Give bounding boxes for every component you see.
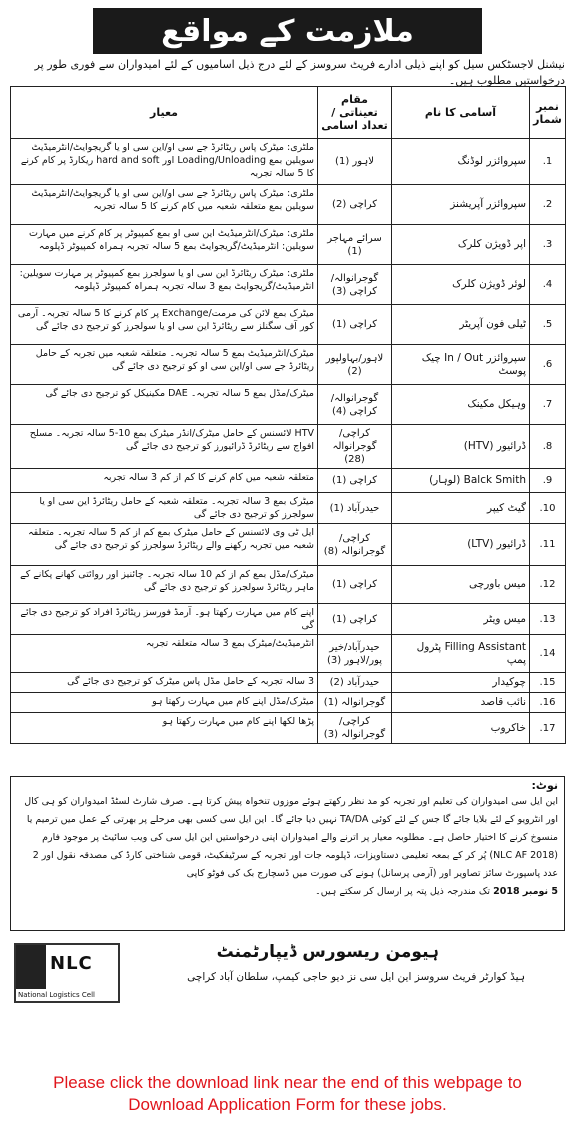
notice-line-2: Download Application Form for these jobs. xyxy=(128,1095,447,1114)
cell-sn: 14. xyxy=(530,635,566,673)
cell-post: اپر ڈویژن کلرک xyxy=(392,225,530,265)
cell-sn: 6. xyxy=(530,345,566,385)
cell-criteria: ملٹری: میٹرک پاس ریٹائرڈ جے سی او/این سی او یا گریجوایٹ/انٹرمیڈیٹ سویلین بمع متعلقہ شعبہ میں کام کرنے کا 5 سالہ تجربہ xyxy=(11,185,318,225)
table-row xyxy=(11,713,566,744)
cell-sn: 3. xyxy=(530,225,566,265)
table-row xyxy=(11,185,566,225)
cell-criteria: 3 سالہ تجربہ کے حامل مڈل پاس میٹرک کو ترجیح دی جائے گی xyxy=(11,673,318,693)
footer xyxy=(10,937,565,1047)
cell-location: کراچی (1) xyxy=(318,305,392,345)
table-row xyxy=(11,566,566,604)
cell-criteria: ایل ٹی وی لائسنس کے حامل میٹرک بمع کم از کم 5 سالہ تجربہ۔ متعلقہ شعبہ میں تجربہ رکھنے والے ریٹائرڈ سولجرز کو ترجیح دی جائے گی xyxy=(11,524,318,566)
cell-sn: 13. xyxy=(530,604,566,635)
table-row xyxy=(11,345,566,385)
cell-criteria: میٹرک/مڈل بمع 5 سالہ تجربہ۔ DAE مکینیکل کو ترجیح دی جائے گی xyxy=(11,385,318,425)
cell-criteria: میٹرک/انٹرمیڈیٹ بمع 5 سالہ تجربہ۔ متعلقہ شعبہ میں تجربہ کے حامل ریٹائرڈ جے سی او/این سی او کو ترجیح دی جائے گی xyxy=(11,345,318,385)
cell-location: کراچی (1) xyxy=(318,566,392,604)
cell-criteria: میٹرک/مڈل بمع کم از کم 10 سالہ تجربہ۔ چائنیز اور روائتی کھانے پکانے کے ماہر ریٹائرڈ سولجرز کو ترجیح دی جائے گی xyxy=(11,566,318,604)
logo-text: NLC xyxy=(50,953,93,974)
cell-criteria: ملٹری: میٹرک پاس ریٹائرڈ جے سی او/این سی او یا گریجوایٹ/انٹرمیڈیٹ سویلین بمع Loading/Unloading اور hard and soft ریکارڈ پر کام کرنے کا 5 سالہ تجربہ xyxy=(11,139,318,185)
cell-post: سپروائزر لوڈنگ xyxy=(392,139,530,185)
cell-post: لوئر ڈویژن کلرک xyxy=(392,265,530,305)
cell-post: خاکروب xyxy=(392,713,530,744)
table-row xyxy=(11,225,566,265)
cell-location: کراچی/گوجرانوالہ (3) xyxy=(318,713,392,744)
cell-location: حیدرآباد/خیر پور/لاہور (3) xyxy=(318,635,392,673)
header-location: مقام تعیناتی / تعداد اسامی xyxy=(318,87,392,139)
cell-post: نائب قاصد xyxy=(392,693,530,713)
cell-post: ڈرائیور (HTV) xyxy=(392,425,530,469)
cell-location: لاہور/بہاولپور (2) xyxy=(318,345,392,385)
cell-criteria: اپنے کام میں مہارت رکھتا ہو۔ آرمڈ فورسز ریٹائرڈ افراد کو ترجیح دی جائے گی xyxy=(11,604,318,635)
table-row xyxy=(11,139,566,185)
cell-criteria: ملٹری: میٹرک ریٹائرڈ این سی او یا سولجرز بمع کمپیوٹر پر مہارت سویلین: انٹرمیڈیٹ/گریجوایٹ بمع 3 سالہ تجربہ ہمراہ کمپیوٹر ڈپلومہ xyxy=(11,265,318,305)
header-criteria: معیار xyxy=(11,87,318,139)
cell-post: سپروائزر In / Out چیک پوسٹ xyxy=(392,345,530,385)
cell-post: Filling Assistant پٹرول پمپ xyxy=(392,635,530,673)
notice-line-1: Please click the download link near the end of this webpage to xyxy=(53,1073,522,1092)
cell-location: کراچی (1) xyxy=(318,469,392,493)
cell-post: میس باورچی xyxy=(392,566,530,604)
cell-post: Balck Smith (لوہار) xyxy=(392,469,530,493)
cell-sn: 7. xyxy=(530,385,566,425)
department-address: ہیڈ کوارٹر فریٹ سروسز این ایل سی نز دیو حاجی کیمپ، سلطان آباد کراچی xyxy=(187,971,525,983)
cell-post: ٹیلی فون آپریٹر xyxy=(392,305,530,345)
table-row xyxy=(11,604,566,635)
cell-post: چوکیدار xyxy=(392,673,530,693)
notes-label: نوٹ: xyxy=(531,779,558,792)
cell-sn: 5. xyxy=(530,305,566,345)
cell-sn: 15. xyxy=(530,673,566,693)
cell-post: ڈرائیور (LTV) xyxy=(392,524,530,566)
table-row xyxy=(11,265,566,305)
cell-location: کراچی (1) xyxy=(318,604,392,635)
table-row xyxy=(11,493,566,524)
cell-location: گوجرانوالہ (1) xyxy=(318,693,392,713)
table-row xyxy=(11,673,566,693)
department-title: ہیومن ریسورس ڈیپارٹمنٹ xyxy=(216,942,439,962)
cell-sn: 2. xyxy=(530,185,566,225)
cell-post: سپروائزر آپریشنز xyxy=(392,185,530,225)
cell-sn: 10. xyxy=(530,493,566,524)
table-row xyxy=(11,693,566,713)
deadline-date: 5 نومبر 2018 xyxy=(493,886,558,897)
cell-location: کراچی/گوجرانوالہ (28) xyxy=(318,425,392,469)
cell-sn: 9. xyxy=(530,469,566,493)
cell-location: گوجرانوالہ/کراچی (4) xyxy=(318,385,392,425)
jobs-table xyxy=(10,86,566,744)
cell-post: گیٹ کیپر xyxy=(392,493,530,524)
cell-sn: 12. xyxy=(530,566,566,604)
cell-criteria: متعلقہ شعبہ میں کام کرنے کا کم از کم 3 سالہ تجربہ xyxy=(11,469,318,493)
cell-criteria: میٹرک بمع 3 سالہ تجربہ۔ متعلقہ شعبہ کے حامل ریٹائرڈ این سی او یا سولجرز کو ترجیح دی جائے گی xyxy=(11,493,318,524)
table-row xyxy=(11,385,566,425)
table-row xyxy=(11,524,566,566)
cell-location: کراچی (2) xyxy=(318,185,392,225)
cell-sn: 11. xyxy=(530,524,566,566)
cell-sn: 4. xyxy=(530,265,566,305)
logo-mark-icon xyxy=(16,945,46,989)
cell-criteria: HTV لائسنس کے حامل میٹرک/انڈر میٹرک بمع 10-5 سالہ تجربہ۔ مسلح افواج سے ریٹائرڈ ڈرائیورز کو ترجیح دی جائے گی xyxy=(11,425,318,469)
table-header-row xyxy=(11,87,566,139)
nlc-logo xyxy=(14,943,120,1003)
cell-post: وہیکل مکینک xyxy=(392,385,530,425)
header-post: آسامی کا نام xyxy=(392,87,530,139)
cell-post: میس ویٹر xyxy=(392,604,530,635)
cell-location: سرائے مہاجر (1) xyxy=(318,225,392,265)
cell-location: حیدرآباد (1) xyxy=(318,493,392,524)
header-sn: نمبر شمار xyxy=(530,87,566,139)
notes-body xyxy=(17,793,558,901)
cell-criteria: پڑھا لکھا اپنے کام میں مہارت رکھتا ہو xyxy=(11,713,318,744)
table-row xyxy=(11,305,566,345)
ad-title: ملازمت کے مواقع xyxy=(93,8,482,54)
table-row xyxy=(11,469,566,493)
intro-text: نیشنل لاجسٹکس سیل کو اپنے ذیلی ادارے فریٹ سروسز کے لئے درج ذیل اسامیوں کے لئے امیدواران سے فوری طور پر درخواستیں مطلوب ہیں۔ xyxy=(34,58,565,87)
notes-text: این ایل سی امیدواران کی تعلیم اور تجربہ کو مد نظر رکھتے ہوئے موزوں تنخواہ پیش کرتا ہے۔ صرف شارٹ لسٹڈ امیدواران کو ہی کال اور انٹرویو کے لئے بلایا جائے گا جس کے لئے کوئی TA/DA نہیں دیا جائے گا۔ این ایل سی کسی بھی مرحلے پر بھرتی کے عمل میں ترمیم یا منسوخ کرنے کا اختیار حاصل ہے۔ مطلوبہ معیار پر اترنے والے امیدواران اپنی درخواستیں این ایل سی کی ویب سائیٹ پر موجود فارم (NLC AF 2018) پُر کر کے بمعہ تعلیمی دستاویزات، ڈپلومہ جات اور تجربہ کے سرٹیفکیٹ، قومی شناختی کارڈ کی مصدقہ نقول اور 2 عدد پاسپورٹ سائز تصاویر اور (آرمی پرسانل) ہونے کی صورت میں ڈسچارج بک کی فوٹو کاپی xyxy=(24,796,558,879)
cell-location: کراچی/گوجرانوالہ (8) xyxy=(318,524,392,566)
download-notice xyxy=(0,1072,575,1133)
cell-criteria: میٹرک بمع لائن کی مرمت/Exchange پر کام کرنے کا 5 سالہ تجربہ۔ آرمی کور آف سگنلز سے ریٹائرڈ این سی او یا سولجرز کو ترجیح دی جائے گی xyxy=(11,305,318,345)
notes-box xyxy=(10,776,565,931)
cell-sn: 8. xyxy=(530,425,566,469)
table-row xyxy=(11,425,566,469)
table-row xyxy=(11,635,566,673)
logo-subtitle: National Logistics Cell xyxy=(18,991,95,999)
cell-criteria: ملٹری: میٹرک/انٹرمیڈیٹ این سی او بمع کمپیوٹر پر کام کرنے میں مہارت سویلین: انٹرمیڈیٹ/گریجوایٹ بمع 5 سالہ تجربہ ہمراہ کمپیوٹر ڈپلومہ xyxy=(11,225,318,265)
deadline-text: تک مندرجہ ذیل پتہ پر ارسال کر سکتے ہیں۔ xyxy=(315,886,491,897)
cell-criteria: میٹرک/مڈل اپنے کام میں مہارت رکھتا ہو xyxy=(11,693,318,713)
cell-location: گوجرانوالہ/کراچی (3) xyxy=(318,265,392,305)
cell-sn: 17. xyxy=(530,713,566,744)
cell-location: حیدرآباد (2) xyxy=(318,673,392,693)
cell-criteria: انٹرمیڈیٹ/میٹرک بمع 3 سالہ متعلقہ تجربہ xyxy=(11,635,318,673)
cell-sn: 1. xyxy=(530,139,566,185)
cell-sn: 16. xyxy=(530,693,566,713)
cell-location: لاہور (1) xyxy=(318,139,392,185)
